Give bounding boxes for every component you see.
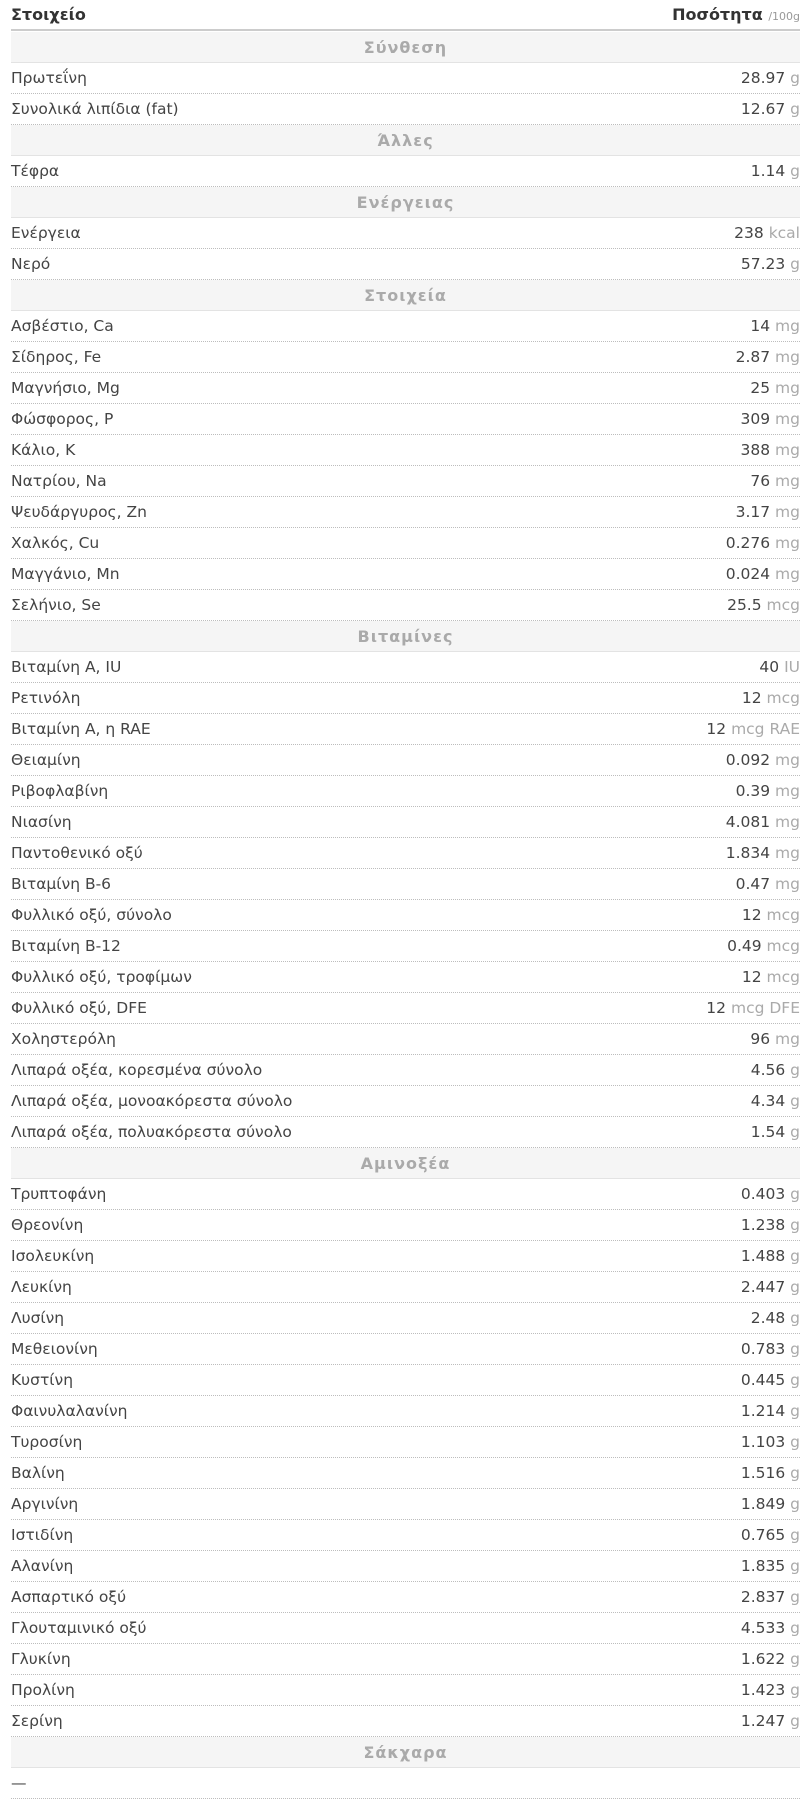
amount-value: 238: [734, 224, 764, 242]
amount-value: 1.849: [740, 1495, 786, 1513]
nutrient-amount: [741, 1371, 800, 1389]
amount-value: 1.622: [740, 1650, 786, 1668]
nutrient-amount: [759, 658, 800, 676]
amount-value: 1.423: [740, 1681, 786, 1699]
nutrient-name: Γλυκίνη: [11, 1650, 71, 1668]
amount-value: 28.97: [740, 69, 786, 87]
amount-unit: g: [790, 1247, 800, 1265]
nutrient-name: Ασπαρτικό οξύ: [11, 1588, 127, 1606]
amount-unit: mg: [775, 410, 800, 428]
table-row: [11, 1086, 800, 1117]
table-row: [11, 683, 800, 714]
amount-value: 2.87: [735, 348, 771, 366]
nutrient-name: Φυλλικό οξύ, σύνολο: [11, 906, 172, 924]
nutrient-name: Γλουταμινικό οξύ: [11, 1619, 147, 1637]
amount-value: 12.67: [740, 100, 786, 118]
nutrient-amount: [751, 1309, 800, 1327]
nutrient-amount: [741, 1278, 800, 1296]
amount-unit: mg: [775, 782, 800, 800]
table-row: [11, 1024, 800, 1055]
nutrient-name: Βιταμίνη A, η RAE: [11, 720, 151, 738]
nutrient-name: Ενέργεια: [11, 224, 81, 242]
table-row: [11, 1272, 800, 1303]
amount-unit: mcg: [766, 968, 800, 986]
nutrient-name: Βιταμίνη B-6: [11, 875, 112, 893]
table-row: [11, 1706, 800, 1737]
nutrient-amount: [741, 1619, 800, 1637]
nutrient-name: —: [11, 1774, 27, 1792]
amount-value: 1.214: [740, 1402, 786, 1420]
nutrient-amount: [726, 813, 800, 831]
table-row: [11, 590, 800, 621]
amount-value: 12: [741, 968, 762, 986]
table-row: [11, 218, 800, 249]
nutrient-amount: [706, 999, 800, 1017]
nutrient-amount: [750, 472, 800, 490]
nutrient-amount: [726, 844, 800, 862]
nutrient-name: Βαλίνη: [11, 1464, 65, 1482]
table-row: [11, 466, 800, 497]
amount-value: 0.47: [735, 875, 771, 893]
nutrient-amount: [726, 534, 800, 552]
amount-unit: g: [790, 162, 800, 180]
amount-value: 1.835: [740, 1557, 786, 1575]
amount-unit: g: [790, 1557, 800, 1575]
table-row: [11, 156, 800, 187]
amount-unit: g: [790, 1712, 800, 1730]
nutrient-name: Νατρίου, Na: [11, 472, 107, 490]
nutrient-amount: [742, 906, 800, 924]
nutrient-name: Νερό: [11, 255, 51, 273]
table-row: [11, 435, 800, 466]
amount-value: 0.783: [740, 1340, 786, 1358]
amount-unit: g: [790, 1588, 800, 1606]
nutrient-name: Χαλκός, Cu: [11, 534, 100, 552]
nutrient-amount: [741, 1402, 800, 1420]
nutrient-amount: [741, 1433, 800, 1451]
amount-value: 3.17: [735, 503, 771, 521]
table-row: [11, 931, 800, 962]
nutrient-amount: [741, 1247, 800, 1265]
table-row: [11, 311, 800, 342]
amount-value: 57.23: [740, 255, 786, 273]
table-row: [11, 714, 800, 745]
nutrient-amount: [742, 968, 800, 986]
amount-unit: g: [790, 1185, 800, 1203]
per-100g-label: /100g: [768, 10, 800, 23]
amount-unit: mg: [775, 472, 800, 490]
amount-value: 1.834: [725, 844, 771, 862]
nutrient-amount: [741, 1495, 800, 1513]
amount-unit: mg: [775, 813, 800, 831]
nutrient-name: Λιπαρά οξέα, κορεσμένα σύνολο: [11, 1061, 263, 1079]
nutrient-name: Φώσφορος, P: [11, 410, 114, 428]
table-row: [11, 1551, 800, 1582]
amount-unit: mcg: [766, 906, 800, 924]
amount-unit: mg: [775, 441, 800, 459]
amount-unit: g: [790, 1495, 800, 1513]
table-row: [11, 404, 800, 435]
amount-unit: kcal: [768, 224, 800, 242]
nutrition-table: [11, 0, 800, 1799]
nutrient-name: Ρετινόλη: [11, 689, 81, 707]
amount-unit: g: [790, 1216, 800, 1234]
amount-value: 1.54: [750, 1123, 786, 1141]
table-row: [11, 1489, 800, 1520]
nutrient-amount: [751, 1092, 800, 1110]
table-row: [11, 745, 800, 776]
amount-unit: mcg: [766, 689, 800, 707]
amount-value: 2.48: [750, 1309, 786, 1327]
nutrient-amount: [734, 224, 800, 242]
table-row: [11, 776, 800, 807]
amount-value: 0.092: [725, 751, 771, 769]
nutrient-amount: [750, 1030, 800, 1048]
nutrient-amount: [741, 255, 800, 273]
table-row: [11, 1427, 800, 1458]
nutrient-amount: [742, 689, 800, 707]
amount-unit: g: [790, 255, 800, 273]
amount-unit: mcg RAE: [731, 720, 800, 738]
amount-value: 0.445: [740, 1371, 786, 1389]
nutrient-name: Βιταμίνη A, IU: [11, 658, 122, 676]
table-row: [11, 94, 800, 125]
nutrient-amount: [706, 720, 800, 738]
nutrient-name: Μαγγάνιο, Mn: [11, 565, 120, 583]
table-row: [11, 993, 800, 1024]
nutrient-amount: [741, 1464, 800, 1482]
amount-value: 0.403: [740, 1185, 786, 1203]
nutrient-name: Ιστιδίνη: [11, 1526, 74, 1544]
amount-value: 1.488: [740, 1247, 786, 1265]
amount-value: 1.247: [740, 1712, 786, 1730]
amount-value: 0.765: [740, 1526, 786, 1544]
nutrient-name: Νιασίνη: [11, 813, 72, 831]
section-header: Βιταμίνες: [11, 621, 800, 652]
section-header: Σάκχαρα: [11, 1737, 800, 1768]
table-body: [11, 32, 800, 1799]
amount-unit: mg: [775, 503, 800, 521]
nutrient-name: Βιταμίνη B-12: [11, 937, 121, 955]
amount-unit: g: [790, 1526, 800, 1544]
nutrient-name: Τρυπτοφάνη: [11, 1185, 107, 1203]
amount-unit: g: [790, 1464, 800, 1482]
nutrient-amount: [741, 1340, 800, 1358]
amount-value: 12: [706, 999, 727, 1017]
nutrient-amount: [750, 379, 800, 397]
amount-value: 1.14: [750, 162, 786, 180]
nutrient-name: Θρεονίνη: [11, 1216, 84, 1234]
nutrient-name: Χοληστερόλη: [11, 1030, 116, 1048]
nutrient-name: Ασβέστιο, Ca: [11, 317, 114, 335]
amount-unit: g: [790, 1123, 800, 1141]
nutrient-amount: [751, 1061, 800, 1079]
table-row: [11, 1365, 800, 1396]
nutrient-name: Συνολικά λιπίδια (fat): [11, 100, 179, 118]
nutrient-amount: [741, 1712, 800, 1730]
amount-value: 4.56: [750, 1061, 786, 1079]
amount-value: 0.49: [727, 937, 762, 955]
table-row: [11, 528, 800, 559]
nutrient-amount: [741, 100, 800, 118]
amount-value: 0.024: [725, 565, 771, 583]
amount-value: 14: [750, 317, 771, 335]
table-row: [11, 373, 800, 404]
nutrient-amount: [726, 565, 800, 583]
nutrient-name: Μεθειονίνη: [11, 1340, 98, 1358]
table-row: [11, 838, 800, 869]
nutrient-amount: [741, 1588, 800, 1606]
amount-unit: mg: [775, 875, 800, 893]
table-row: [11, 1334, 800, 1365]
amount-value: 12: [706, 720, 727, 738]
nutrient-name: Λιπαρά οξέα, μονοακόρεστα σύνολο: [11, 1092, 293, 1110]
amount-value: 0.39: [735, 782, 771, 800]
nutrient-name: Λυσίνη: [11, 1309, 65, 1327]
amount-value: 2.447: [740, 1278, 786, 1296]
table-header: [11, 0, 800, 31]
nutrient-name: Ψευδάργυρος, Zn: [11, 503, 147, 521]
table-row: [11, 1458, 800, 1489]
nutrient-amount: [726, 751, 800, 769]
amount-unit: mg: [775, 348, 800, 366]
nutrient-amount: [736, 348, 800, 366]
table-row: [11, 249, 800, 280]
amount-unit: g: [790, 1340, 800, 1358]
amount-value: 1.238: [740, 1216, 786, 1234]
table-row: [11, 342, 800, 373]
nutrient-amount: [741, 1650, 800, 1668]
amount-unit: mcg: [766, 596, 800, 614]
amount-value: 25.5: [727, 596, 762, 614]
amount-unit: mcg: [766, 937, 800, 955]
amount-unit: g: [790, 1061, 800, 1079]
nutrient-amount: [741, 1557, 800, 1575]
nutrient-name: Αργινίνη: [11, 1495, 79, 1513]
section-header: Στοιχεία: [11, 280, 800, 311]
nutrient-amount: [727, 596, 800, 614]
table-row: [11, 1644, 800, 1675]
amount-unit: mg: [775, 534, 800, 552]
nutrient-amount: [736, 875, 800, 893]
amount-unit: mg: [775, 317, 800, 335]
amount-unit: g: [790, 1402, 800, 1420]
nutrient-amount: [750, 317, 800, 335]
amount-unit: g: [790, 1092, 800, 1110]
column-amount-header: [672, 5, 800, 24]
amount-value: 12: [741, 906, 762, 924]
nutrient-name: Ριβοφλαβίνη: [11, 782, 109, 800]
nutrient-name: Φυλλικό οξύ, DFE: [11, 999, 147, 1017]
section-header: Ενέργειας: [11, 187, 800, 218]
amount-unit: mg: [775, 844, 800, 862]
nutrient-name: Αλανίνη: [11, 1557, 74, 1575]
nutrient-amount: [741, 441, 800, 459]
amount-label: Ποσότητα: [672, 5, 763, 24]
table-row: [11, 1582, 800, 1613]
table-row: [11, 1241, 800, 1272]
table-row: [11, 652, 800, 683]
amount-value: 25: [750, 379, 771, 397]
nutrient-name: Παντοθενικό οξύ: [11, 844, 143, 862]
amount-value: 4.081: [725, 813, 771, 831]
nutrient-amount: [736, 782, 800, 800]
table-row: [11, 1210, 800, 1241]
nutrient-name: Λευκίνη: [11, 1278, 72, 1296]
table-row: [11, 63, 800, 94]
section-header: Αμινοξέα: [11, 1148, 800, 1179]
table-row: [11, 1520, 800, 1551]
nutrient-name: Φυλλικό οξύ, τροφίμων: [11, 968, 192, 986]
nutrient-amount: [751, 1123, 800, 1141]
amount-unit: mg: [775, 379, 800, 397]
table-row: [11, 1613, 800, 1644]
table-row: [11, 497, 800, 528]
nutrient-name: Λιπαρά οξέα, πολυακόρεστα σύνολο: [11, 1123, 292, 1141]
amount-unit: mg: [775, 565, 800, 583]
amount-value: 1.516: [740, 1464, 786, 1482]
nutrient-name: Πρωτεΐνη: [11, 69, 87, 87]
amount-unit: mg: [775, 751, 800, 769]
amount-value: 309: [740, 410, 771, 428]
amount-value: 0.276: [725, 534, 771, 552]
amount-value: 1.103: [740, 1433, 786, 1451]
table-row: [11, 807, 800, 838]
nutrient-name: Σίδηρος, Fe: [11, 348, 102, 366]
table-row: [11, 1179, 800, 1210]
table-row: [11, 1768, 800, 1799]
amount-unit: g: [790, 1619, 800, 1637]
nutrient-name: Σελήνιο, Se: [11, 596, 101, 614]
nutrient-name: Κυστίνη: [11, 1371, 74, 1389]
nutrient-name: Σερίνη: [11, 1712, 63, 1730]
table-row: [11, 900, 800, 931]
amount-unit: g: [790, 1371, 800, 1389]
amount-value: 96: [750, 1030, 771, 1048]
table-row: [11, 1675, 800, 1706]
amount-unit: g: [790, 1650, 800, 1668]
amount-unit: mg: [775, 1030, 800, 1048]
amount-value: 76: [750, 472, 771, 490]
nutrient-name: Προλίνη: [11, 1681, 75, 1699]
nutrient-name: Τυροσίνη: [11, 1433, 83, 1451]
table-row: [11, 869, 800, 900]
nutrient-amount: [741, 69, 800, 87]
amount-value: 2.837: [740, 1588, 786, 1606]
nutrient-amount: [741, 1681, 800, 1699]
nutrient-name: Μαγνήσιο, Mg: [11, 379, 120, 397]
table-row: [11, 559, 800, 590]
table-row: [11, 1117, 800, 1148]
nutrient-name: Τέφρα: [11, 162, 60, 180]
table-row: [11, 962, 800, 993]
amount-value: 388: [740, 441, 771, 459]
nutrient-amount: [741, 1185, 800, 1203]
amount-unit: g: [790, 1278, 800, 1296]
amount-value: 12: [741, 689, 762, 707]
section-header: Σύνθεση: [11, 32, 800, 63]
nutrient-amount: [727, 937, 800, 955]
amount-unit: g: [790, 1681, 800, 1699]
amount-unit: g: [790, 1309, 800, 1327]
table-row: [11, 1396, 800, 1427]
table-row: [11, 1303, 800, 1334]
amount-unit: g: [790, 100, 800, 118]
nutrient-amount: [741, 410, 800, 428]
amount-unit: IU: [784, 658, 800, 676]
amount-unit: g: [790, 69, 800, 87]
nutrient-name: Κάλιο, K: [11, 441, 76, 459]
nutrient-amount: [741, 1216, 800, 1234]
amount-value: 40: [759, 658, 780, 676]
column-name-header: Στοιχείο: [11, 5, 86, 24]
nutrient-name: Φαινυλαλανίνη: [11, 1402, 128, 1420]
nutrient-amount: [751, 162, 800, 180]
section-header: Άλλες: [11, 125, 800, 156]
nutrient-amount: [741, 1526, 800, 1544]
amount-unit: g: [790, 1433, 800, 1451]
nutrient-amount: [736, 503, 800, 521]
nutrient-name: Ισολευκίνη: [11, 1247, 95, 1265]
amount-value: 4.34: [750, 1092, 786, 1110]
amount-value: 4.533: [740, 1619, 786, 1637]
amount-unit: mcg DFE: [730, 999, 800, 1017]
nutrient-name: Θειαμίνη: [11, 751, 81, 769]
table-row: [11, 1055, 800, 1086]
